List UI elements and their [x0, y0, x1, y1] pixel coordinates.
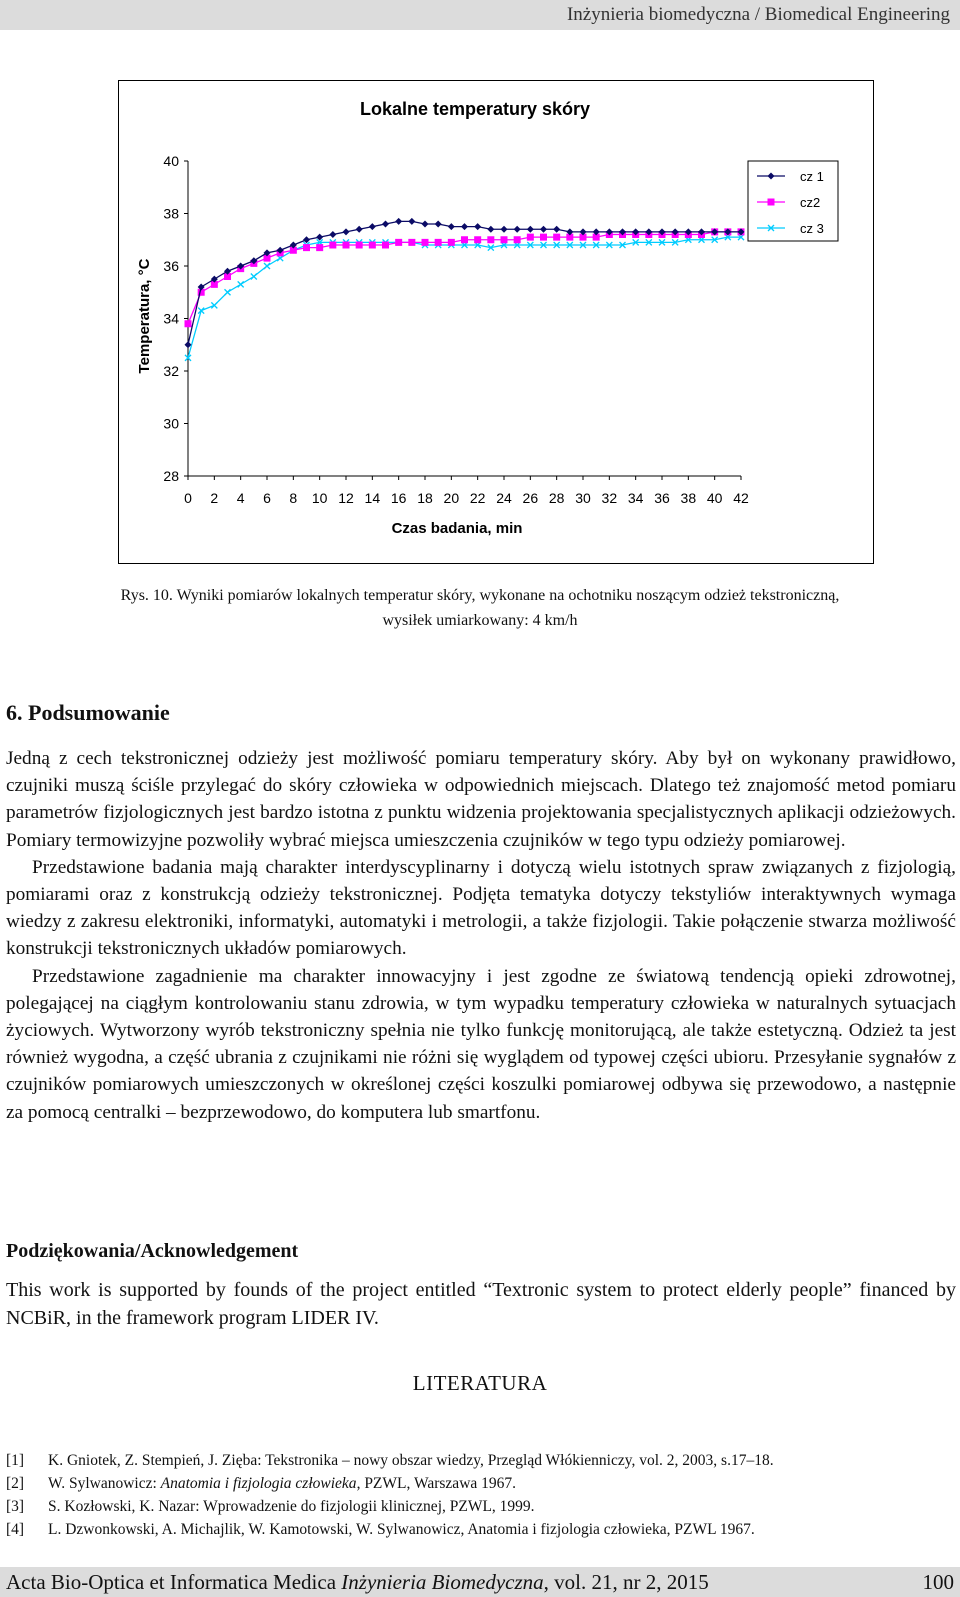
- footer-journal: [6, 1567, 709, 1597]
- section-body: [6, 745, 956, 1126]
- chart-y-tick-label: 38: [163, 205, 179, 222]
- chart-data-point: [553, 226, 560, 233]
- chart-x-tick-label: 18: [417, 490, 433, 506]
- chart-title: Lokalne temperatury skóry: [359, 99, 591, 119]
- chart-data-point: [501, 226, 508, 233]
- chart-data-point: [356, 242, 363, 249]
- chart-x-tick-label: 16: [390, 490, 407, 506]
- chart-y-tick-label: 36: [163, 258, 179, 274]
- reference-title: Tekstronika – nowy obszar wiedzy, Przegląd Włókienniczy, vol. 2, 2003, s.17–18.: [265, 1452, 774, 1469]
- reference-title: Anatomia i fizjologia człowieka, PZWL 1967.: [467, 1521, 755, 1538]
- paragraph: Przedstawione badania mają charakter interdyscyplinarny i dotyczą wielu istotnych spraw związanych z fizjologią, pomiarami oraz z konstrukcją odzieży tekstronicznej. Podjęta tematyka dotyczy tekstyliów interaktywnych wymaga wiedzy z zakresu elektroniki, informatyki, automatyki i metrologii, a także fizjologii. Takie połączenie stwarza możliwość konstrukcji tekstronicznych układów pomiarowych.: [6, 856, 956, 960]
- chart-x-tick-label: 40: [706, 490, 723, 506]
- chart-data-point: [527, 226, 534, 233]
- reference-title: Wprowadzenie do fizjologii klinicznej, PZWL, 1999.: [203, 1498, 535, 1515]
- chart-legend-box: [748, 161, 838, 241]
- chart-x-tick-label: 38: [680, 490, 697, 506]
- chart-x-tick-label: 6: [263, 490, 271, 506]
- chart-legend-marker: [768, 199, 775, 206]
- acknowledgement-title: Podziękowania/Acknowledgement: [6, 1240, 299, 1262]
- section-title: 6. Podsumowanie: [6, 700, 170, 725]
- reference-authors: S. Kozłowski, K. Nazar:: [48, 1498, 204, 1515]
- chart-legend: [748, 161, 838, 241]
- chart-data-point: [408, 218, 415, 225]
- paragraph: Jedną z cech tekstronicznej odzieży jest możliwość pomiaru temperatury skóry. Aby był on wykonany prawidłowo, czujniki muszą ściśle przylegać do skóry człowieka w odpowiednich miejscach. Dlatego też znajomość metod pomiaru parametrów fizjologicznych jest bardzo istotna z punktu widzenia projektowania specjalistycznych aplikacji odzieżowych. Pomiary termowizyjne pozwoliły wybrać miejsca umieszczenia czujników w tego typu odzieży pomiarowej.: [6, 748, 956, 851]
- acknowledgement-text: This work is supported by founds of the project entitled “Textronic system to protect elderly people” financed by NCBiR, in the framework program LIDER IV.: [6, 1279, 956, 1329]
- reference-item: [6, 1472, 956, 1495]
- chart-data-point: [303, 244, 310, 251]
- reference-title: Anatomia i fizjologia człowieka: [160, 1475, 357, 1492]
- chart-data-point: [211, 302, 217, 308]
- chart-data-point: [185, 320, 192, 327]
- chart-data-point: [395, 218, 402, 225]
- chart-data-point: [264, 263, 270, 269]
- running-header-title: Inżynieria biomedyczna / Biomedical Engineering: [566, 4, 950, 25]
- footer-journal-italic: Inżynieria Biomedyczna: [341, 1570, 544, 1594]
- chart-legend-label: cz 3: [800, 221, 824, 236]
- chart-x-axis-label: Czas badania, min: [391, 520, 523, 537]
- chart-data-point: [474, 223, 481, 230]
- chart-data-point: [487, 226, 494, 233]
- figure-caption-line-1: Rys. 10. Wyniki pomiarów lokalnych temperatur skóry, wykonane na ochotniku noszącym odzież tekstroniczną,: [120, 587, 840, 604]
- chart-data-point: [369, 223, 376, 230]
- chart-y-tick-label: 30: [163, 415, 179, 432]
- figure-caption: [30, 583, 930, 633]
- reference-body: [48, 1472, 956, 1495]
- reference-number: [2]: [6, 1475, 25, 1492]
- chart-y-tick-label: 32: [163, 363, 179, 379]
- chart-legend-label: cz 1: [800, 169, 824, 184]
- chart-data-point: [329, 242, 336, 249]
- chart-y-tick-label: 34: [163, 310, 179, 327]
- chart-data-point: [448, 239, 455, 246]
- chart-data-point: [487, 236, 494, 243]
- chart-data-point: [395, 239, 402, 246]
- chart-data-point: [343, 242, 350, 249]
- reference-authors: L. Dzwonkowski, A. Michajlik, W. Kamotowski, W. Sylwanowicz,: [48, 1521, 468, 1538]
- reference-number: [4]: [6, 1521, 25, 1538]
- chart-data-point: [435, 221, 442, 228]
- chart-data-point: [382, 242, 389, 249]
- chart-data-point: [540, 234, 547, 241]
- chart-y-axis-label: Temperatura, °C: [136, 258, 153, 374]
- reference-body: [48, 1449, 956, 1472]
- chart-x-tick-label: 36: [654, 490, 670, 506]
- reference-rest: , PZWL, Warszawa 1967.: [356, 1475, 517, 1492]
- chart-series-line: [188, 237, 741, 358]
- chart-x-tick-label: 34: [627, 490, 644, 506]
- reference-authors: W. Sylwanowicz:: [48, 1475, 161, 1492]
- chart-data-point: [461, 223, 468, 230]
- chart-data-point: [369, 242, 376, 249]
- chart-data-point: [382, 221, 389, 228]
- paragraph: Przedstawione zagadnienie ma charakter innowacyjny i jest zgodne ze światową tendencją opieki zdrowotnej, polegającej na ciągłym kontrolowaniu stanu zdrowia, w tym wypadku temperatury człowieka w naturalnych sytuacjach życiowych. Wytworzony wyrób tekstroniczny spełnia nie tylko funkcję monitorującą, ale także estetyczną. Odzież ta jest również wygodna, a część ubrania z czujnikami nie różni się wyglądem od typowej części ubioru. Przesyłanie sygnałów z czujników pomiarowych umieszczonych w określonej części koszulki pomiarowej odbywa się przewodowo, a następnie za pomocą centralki – bezprzewodowo, do komputera lub smartfonu.: [6, 965, 956, 1123]
- chart-data-point: [514, 226, 521, 233]
- footer-journal-suffix: , vol. 21, nr 2, 2015: [543, 1570, 709, 1594]
- chart-data-point: [356, 226, 363, 233]
- reference-body: [48, 1495, 956, 1518]
- figure-caption-line-2: wysiłek umiarkowany: 4 km/h: [382, 612, 578, 629]
- chart-x-tick-label: 30: [575, 490, 591, 506]
- chart-y-tick-label: 40: [163, 153, 179, 169]
- chart-data-point: [553, 234, 560, 241]
- chart-x-tick-label: 42: [733, 490, 749, 506]
- chart-x-tick-label: 12: [338, 490, 354, 506]
- chart-x-tick-label: 2: [210, 490, 219, 506]
- chart-data-point: [329, 231, 336, 238]
- chart-data-point: [251, 274, 257, 280]
- chart-data-point: [316, 244, 323, 251]
- reference-list: [6, 1449, 956, 1541]
- reference-authors: K. Gniotek, Z. Stempień, J. Zięba:: [48, 1452, 266, 1469]
- chart-data-point: [461, 236, 468, 243]
- chart-x-tick-label: 26: [522, 490, 539, 506]
- reference-number: [3]: [6, 1498, 25, 1515]
- chart-data-point: [474, 236, 481, 243]
- reference-item: [6, 1449, 956, 1472]
- running-footer: [0, 1567, 960, 1597]
- chart-x-tick-label: 24: [496, 490, 512, 506]
- running-header: [0, 0, 960, 30]
- temperature-line-chart: [119, 81, 873, 563]
- chart-x-tick-label: 8: [289, 490, 298, 506]
- reference-item: [6, 1495, 956, 1518]
- chart-x-tick-label: 28: [548, 490, 565, 506]
- chart-data-point: [422, 239, 429, 246]
- chart-x-tick-label: 22: [469, 490, 486, 506]
- page-number: 100: [922, 1570, 954, 1594]
- chart-data-point: [408, 239, 415, 246]
- chart-x-tick-label: 20: [443, 490, 460, 506]
- chart-data-point: [238, 281, 244, 287]
- literature-title: LITERATURA: [412, 1371, 548, 1395]
- reference-item: [6, 1518, 956, 1541]
- chart-legend-label: cz2: [800, 195, 821, 210]
- chart-x-tick-label: 14: [364, 490, 381, 506]
- chart-data-point: [448, 223, 455, 230]
- chart-data-point: [501, 236, 508, 243]
- reference-body: [48, 1518, 956, 1541]
- chart-data-point: [527, 234, 534, 241]
- chart-data-point: [514, 236, 521, 243]
- reference-number: [1]: [6, 1452, 25, 1469]
- chart-data-point: [540, 226, 547, 233]
- chart-y-tick-label: 28: [163, 468, 179, 484]
- chart-data-point: [343, 228, 350, 235]
- chart-data-point: [435, 239, 442, 246]
- chart-x-tick-label: 0: [184, 490, 192, 506]
- footer-journal-prefix: Acta Bio-Optica et Informatica Medica: [6, 1570, 342, 1594]
- chart-data-point: [422, 221, 429, 228]
- chart-data-point: [225, 289, 231, 295]
- chart-x-tick-label: 10: [311, 490, 328, 506]
- figure-chart-frame: [118, 80, 874, 564]
- chart-x-tick-label: 4: [236, 490, 245, 506]
- chart-x-tick-label: 32: [601, 490, 618, 506]
